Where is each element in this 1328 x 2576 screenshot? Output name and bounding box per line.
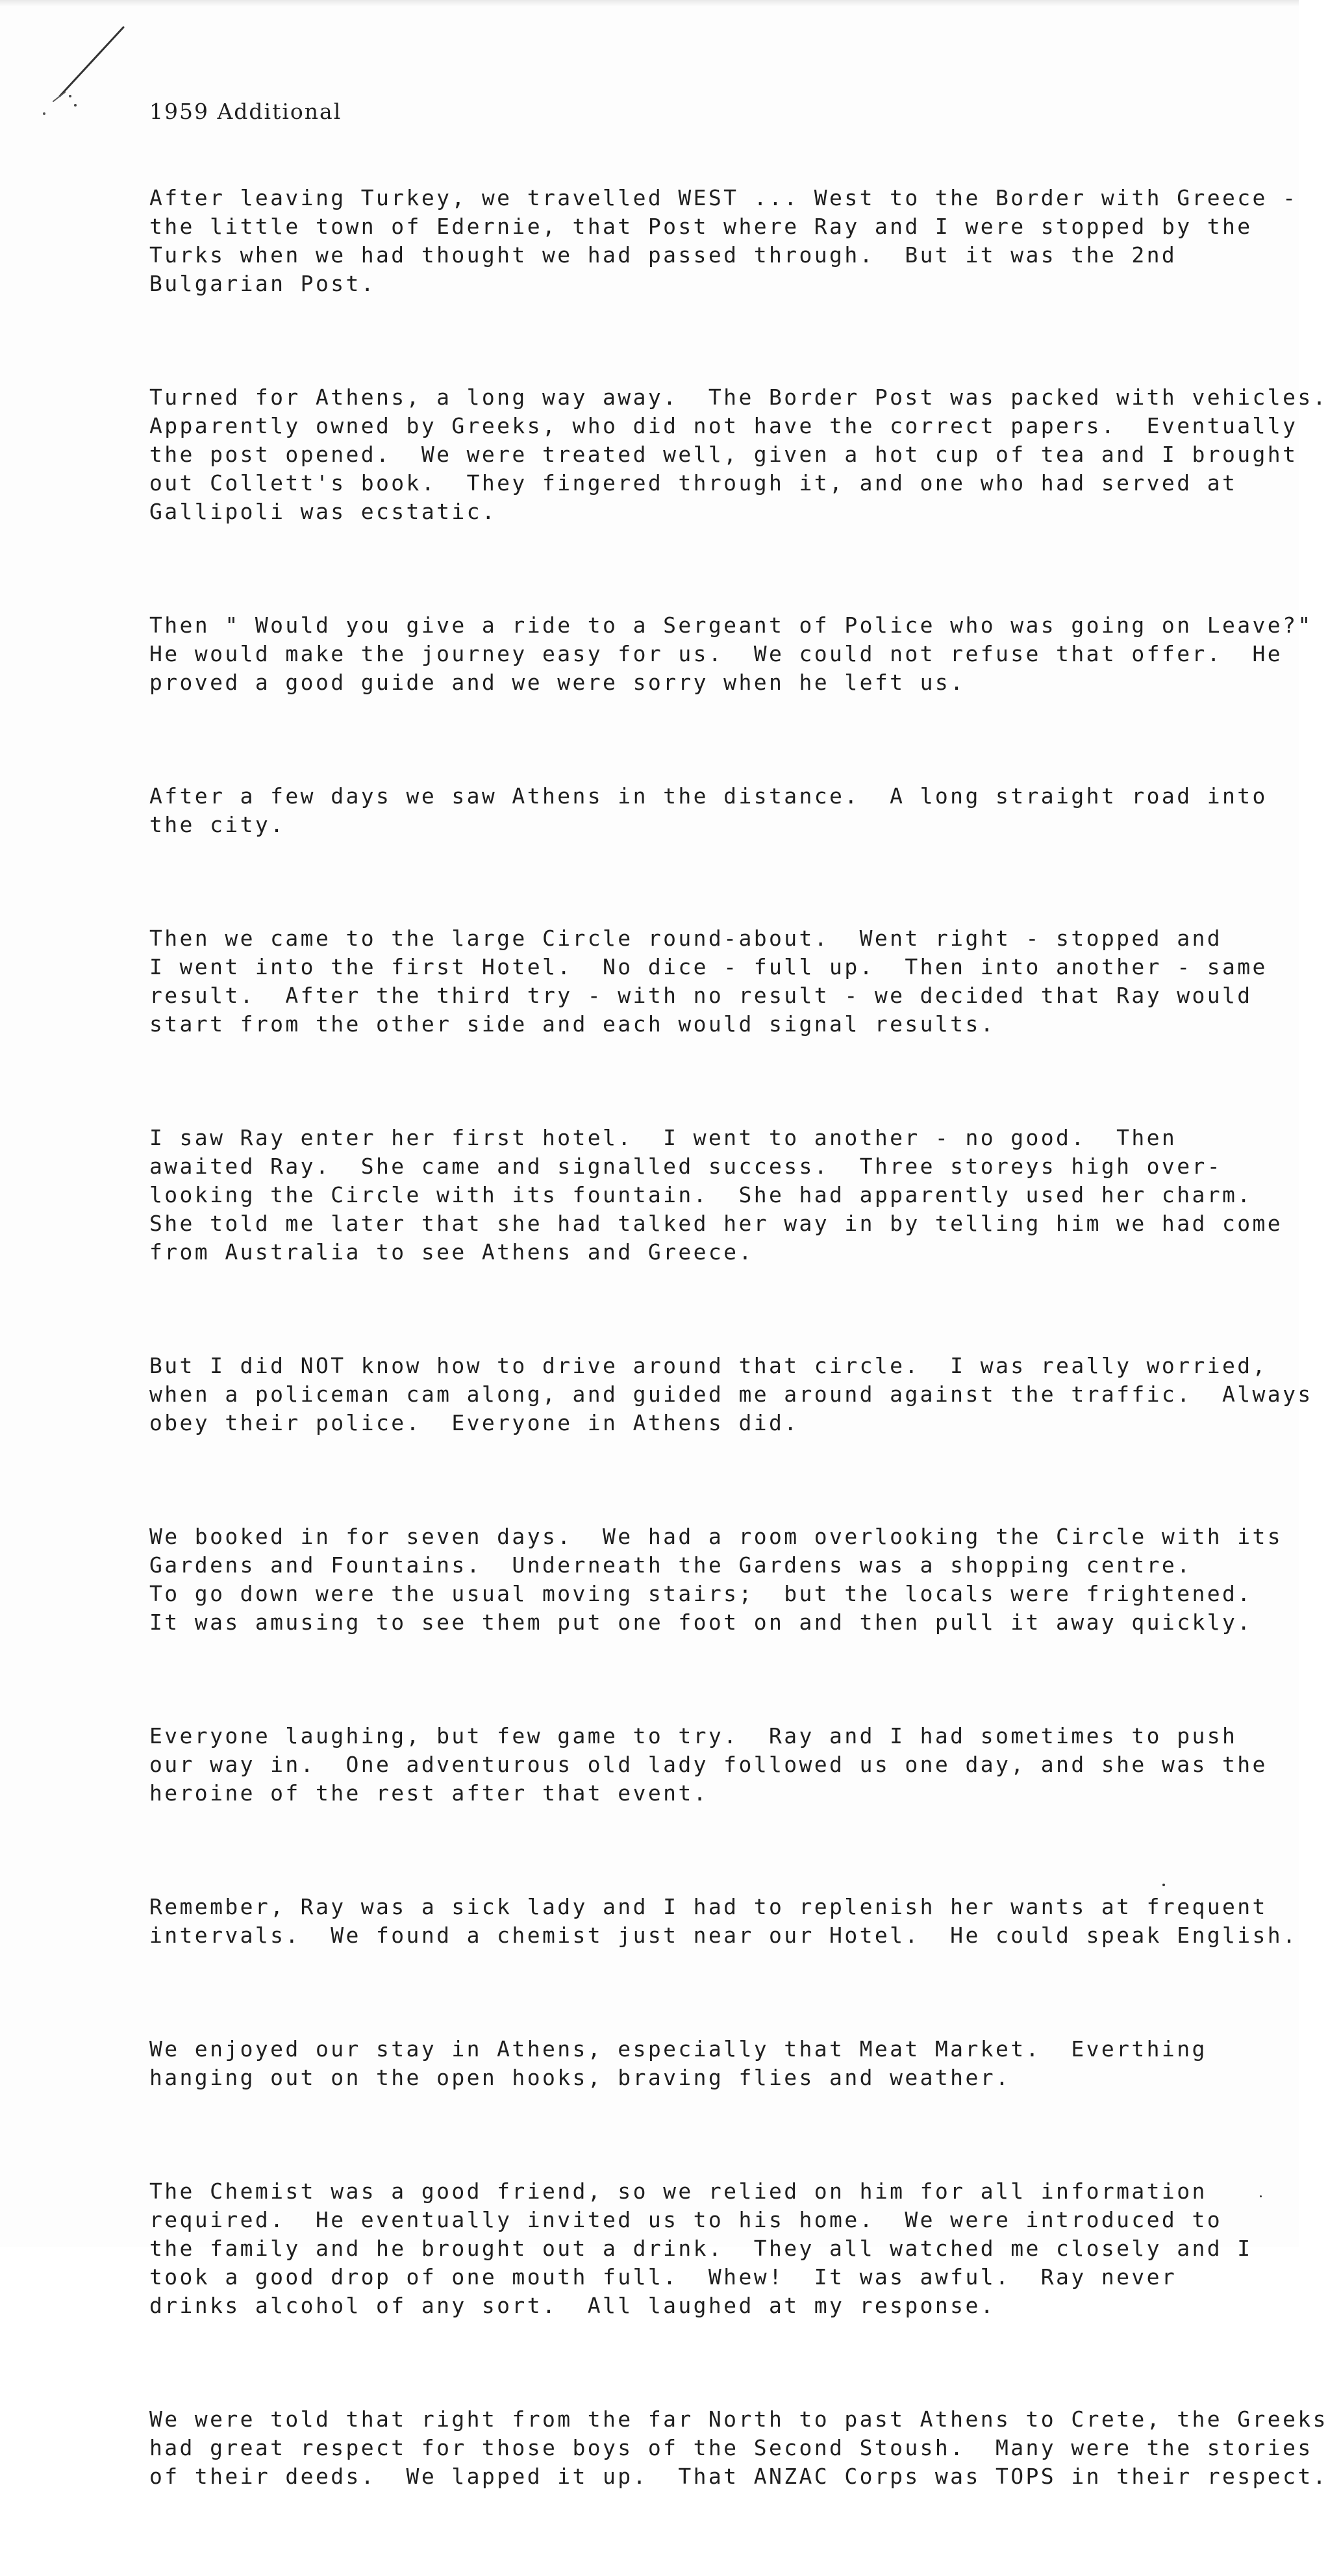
paragraph: We were told that right from the far North to past Athens to Crete, the Greeks had great respect for those boys of the Second Stoush. Many were the stories of their deeds. We lapped it up. That ANZAC Corps was TOPS in their respect. <box>149 2406 1328 2489</box>
paragraph: I saw Ray enter her first hotel. I went to another - no good. Then awaited Ray. She came and signalled success. Three storeys high over- looking the Circle with its fountain. She had apparently used her charm. She told me later that she had talked her way in by telling him we had come from Australia to see Athens and Greece. <box>149 1125 1283 1265</box>
paragraph: Remember, Ray was a sick lady and I had to replenish her wants at frequent intervals. We found a chemist just near our Hotel. He could speak English. <box>149 1894 1298 1948</box>
scan-edge-shadow <box>0 0 1299 6</box>
pen-mark-icon <box>39 19 143 117</box>
paragraph: But I did NOT know how to drive around that circle. I was really worried, when a policeman cam along, and guided me around against the traffic. Always obey their police. Everyone in Athens did. <box>149 1353 1313 1435</box>
paragraph: Then " Would you give a ride to a Sergeant of Police who was going on Leave?" He would make the journey easy for us. We could not refuse that offer. He proved a good guide and we were sorry when he left us. <box>149 612 1313 695</box>
speck-mark <box>1260 2195 1262 2197</box>
document-heading: 1959 Additional <box>149 99 342 124</box>
paragraph: Everyone laughing, but few game to try. Ray and I had sometimes to push our way in. One adventurous old lady followed us one day, and she was the heroine of the rest after that event. <box>149 1723 1268 1806</box>
paragraph: The Chemist was a good friend, so we relied on him for all information required. He eventually invited us to his home. We were introduced to the family and he brought out a drink. They all watched me closely and I took a good drop of one mouth full. Whew! It was awful. Ray never drinks alcohol of any sort. All laughed at my response. <box>149 2178 1253 2318</box>
paragraph: We enjoyed our stay in Athens, especially that Meat Market. Everthing hanging out on the open hooks, braving flies and weather. <box>149 2036 1207 2090</box>
paragraph: After a few days we saw Athens in the distance. A long straight road into the city. <box>149 783 1268 837</box>
paragraph: Turned for Athens, a long way away. The Border Post was packed with vehicles. Apparently owned by Greeks, who did not have the correct papers. Eventually the post opened. We were treated well, given a hot cup of tea and I brought out Collett's book. They fingered through it, and one who had served at Gallipoli was ecstatic. <box>149 385 1328 524</box>
paragraph: Then we came to the large Circle round-about. Went right - stopped and I went into the first Hotel. No dice - full up. Then into another - same result. After the third try - with no result - we decided that Ray would start from the other side and each would signal results. <box>149 926 1268 1037</box>
paragraph: After leaving Turkey, we travelled WEST ... West to the Border with Greece - the little town of Edernie, that Post where Ray and I were stopped by the Turks when we had thought we had passed through. But it was the 2nd Bulgarian Post. <box>149 185 1298 296</box>
paragraph: We booked in for seven days. We had a room overlooking the Circle with its Gardens and Fountains. Underneath the Gardens was a shopping centre. To go down were the usual moving stairs; but the locals were frightened. It was amusing to see them put one foot on and then pull it away quickly. <box>149 1524 1283 1635</box>
document-body <box>149 127 1328 2576</box>
